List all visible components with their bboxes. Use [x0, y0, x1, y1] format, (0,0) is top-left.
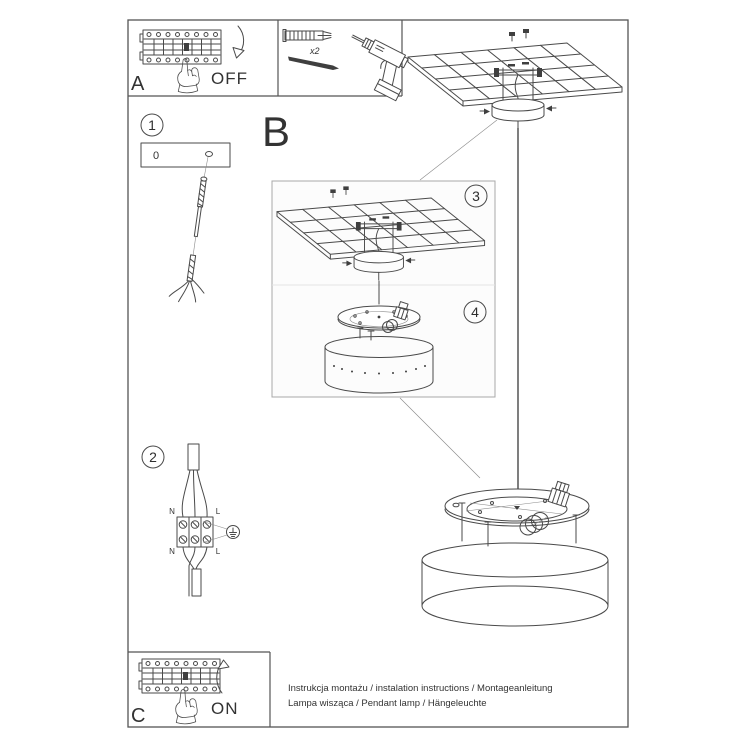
off-label: OFF [211, 69, 248, 88]
wire-label-n-top: N [169, 507, 175, 516]
step-1 [141, 114, 230, 305]
ceiling-assembly [408, 29, 622, 129]
step-1-badge: 1 [148, 117, 156, 133]
cable-sheath-top [188, 444, 199, 470]
wire-label-n-bottom: N [169, 547, 175, 556]
terminal-block [177, 517, 213, 547]
leader-line-canopy [420, 120, 497, 180]
drill-icon [335, 30, 416, 101]
leader-line-lamp [400, 398, 480, 478]
box-a-label: A [131, 73, 145, 95]
lamp-shade [422, 543, 608, 626]
ground-icon [203, 522, 240, 543]
anchor-qty-label: x2 [310, 46, 320, 56]
step-3-badge: 3 [472, 188, 480, 204]
arrow-down-icon [233, 26, 244, 58]
wall-plug-icon [283, 30, 331, 42]
cable-sheath-bottom [192, 569, 201, 596]
box-c-power-on [131, 659, 239, 727]
footer-line-2: Lampa wisząca / Pendant lamp / Hängeleuchte [288, 698, 487, 709]
section-b-label: B [262, 108, 291, 155]
footer-text [288, 683, 553, 709]
on-label: ON [211, 699, 239, 718]
wires-top [182, 470, 207, 517]
wire-label-l-top: L [215, 507, 221, 516]
circuit-breaker-panel-icon [140, 30, 221, 64]
step-4-badge: 4 [471, 304, 479, 320]
pendant-lamp [422, 480, 608, 626]
box-a-power-off [131, 26, 248, 95]
wires-bottom [183, 547, 207, 569]
inset-box [272, 181, 495, 397]
lamp-plate [445, 480, 589, 546]
hole-marker: 0 [153, 150, 160, 162]
wire-label-l-bottom: L [215, 547, 221, 556]
footer-line-1: Instrukcja montażu / instalation instructions / Montageanleitung [288, 683, 553, 694]
circuit-breaker-panel-icon-c [139, 659, 220, 693]
tools-box [283, 30, 416, 101]
arrow-up-icon [217, 660, 229, 693]
screw-icon [288, 57, 339, 71]
hand-icon-c [176, 690, 198, 724]
step-2-badge: 2 [149, 449, 157, 465]
step-2-wiring [142, 444, 240, 596]
anchor-screw-icon [169, 175, 220, 305]
box-c-label: C [131, 705, 146, 727]
